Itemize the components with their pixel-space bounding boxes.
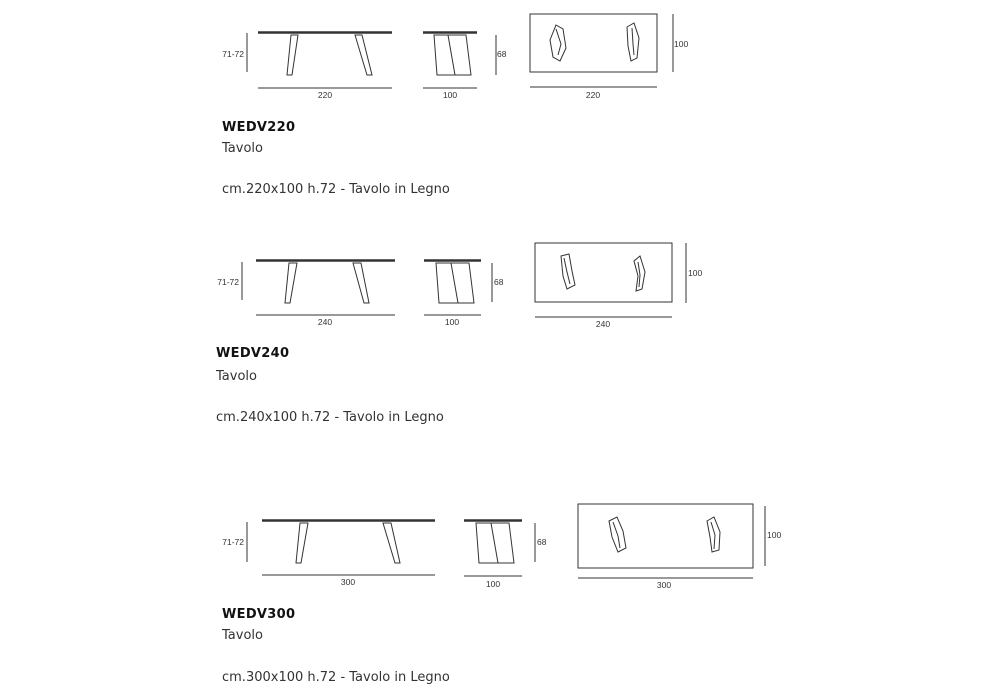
height-dimension-label: 71-72 xyxy=(217,277,239,287)
front-view xyxy=(222,521,435,588)
plan-length-label: 300 xyxy=(656,580,672,590)
plan-depth-label: 100 xyxy=(688,268,703,278)
product-description: cm.300x100 h.72 - Tavolo in Legno xyxy=(222,670,450,685)
product-type: Tavolo xyxy=(222,141,263,156)
height-dimension-label: 71-72 xyxy=(222,537,244,547)
depth-dimension-label: 100 xyxy=(485,579,501,589)
length-dimension-label: 220 xyxy=(317,90,333,100)
plan-depth-label: 100 xyxy=(674,39,689,49)
product-description: cm.240x100 h.72 - Tavolo in Legno xyxy=(216,410,444,425)
product-code: WEDV300 xyxy=(222,607,296,622)
depth-dimension-label: 100 xyxy=(444,317,460,327)
product-code: WEDV220 xyxy=(222,120,296,135)
product-type: Tavolo xyxy=(222,628,263,643)
product-type: Tavolo xyxy=(216,369,257,384)
table-leg xyxy=(296,523,308,563)
depth-dimension-label: 100 xyxy=(442,90,458,100)
height-dimension-label: 71-72 xyxy=(222,49,244,59)
product-code: WEDV240 xyxy=(216,346,290,361)
plan-length-label: 220 xyxy=(585,90,601,100)
leg-height-label: 68 xyxy=(537,537,547,547)
side-view xyxy=(464,521,547,590)
length-dimension-label: 300 xyxy=(340,577,356,587)
leg-height-label: 68 xyxy=(497,49,507,59)
table-leg xyxy=(383,523,400,563)
leg-base-plan xyxy=(707,517,720,552)
leg-height-label: 68 xyxy=(494,277,504,287)
length-dimension-label: 240 xyxy=(317,317,333,327)
plan-length-label: 240 xyxy=(595,319,611,329)
product-description: cm.220x100 h.72 - Tavolo in Legno xyxy=(222,182,450,197)
plan-view xyxy=(578,504,781,590)
plan-depth-label: 100 xyxy=(767,530,782,540)
tabletop-outline xyxy=(578,504,753,568)
